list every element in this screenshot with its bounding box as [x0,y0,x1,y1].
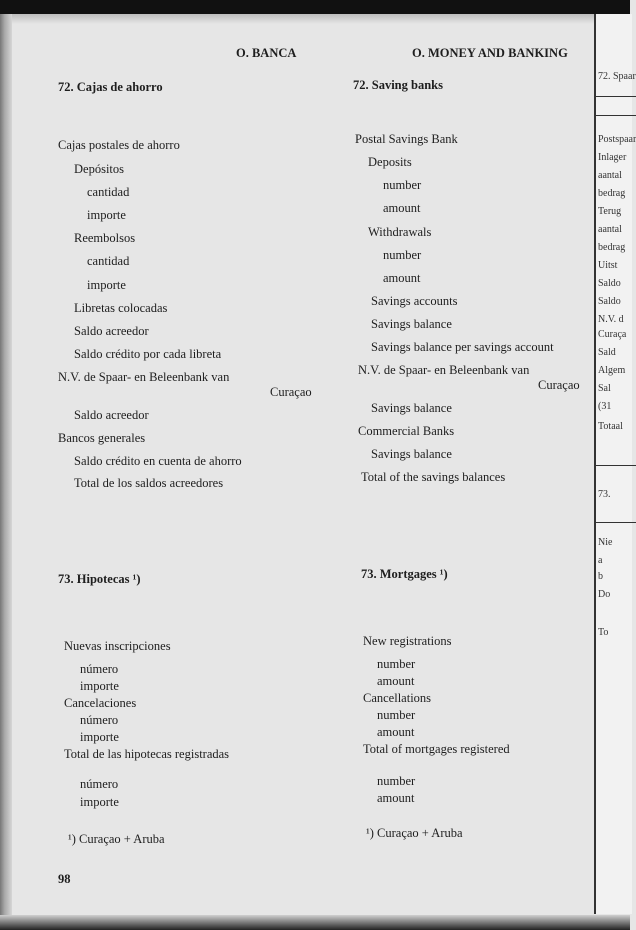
row-label-en: N.V. de Spaar- en Beleenbank van [358,363,530,377]
section-72-title-en: 72. Saving banks [353,78,443,92]
table-rule [596,465,636,466]
row-label-es: Cajas postales de ahorro [58,138,180,152]
next-page-fragment: aantal [598,170,622,181]
header-left: O. BANCA [236,46,297,60]
row-label-en: Total of mortgages registered [363,742,510,756]
row-label-es: Saldo crédito en cuenta de ahorro [74,454,242,468]
row-label-en: Savings balance [371,317,452,331]
next-page-fragment: b [598,571,603,582]
footnote-es: ¹) Curaçao + Aruba [68,832,165,846]
row-label-en: Deposits [368,155,412,169]
next-page-fragment: bedrag [598,188,626,199]
page-number: 98 [58,872,71,886]
row-label-es: número [80,713,119,727]
next-page-fragment: Do [598,589,611,600]
row-label-en: number [377,657,416,671]
table-rule [596,522,636,523]
next-page-edge [594,14,636,914]
next-page-fragment: bedrag [598,242,626,253]
next-page-fragment: Algem [598,365,626,376]
row-label-es: Total de las hipotecas registradas [64,747,230,761]
row-label-en: number [383,248,422,262]
next-page-fragment: Uitst [598,260,618,271]
header-right: O. MONEY AND BANKING [412,46,568,60]
next-page-fragment: Sald [598,347,616,358]
next-page-fragment: Postspaar [598,134,636,145]
row-label-en: amount [383,201,421,215]
row-label-es: importe [80,795,119,809]
row-label-en: Postal Savings Bank [355,132,458,146]
next-page-fragment: To [598,627,609,638]
footnote-en: ¹) Curaçao + Aruba [366,826,463,840]
next-page-fragment: Saldo [598,296,621,307]
row-label-es: importe [80,730,119,744]
next-page-fragment: Sal [598,383,611,394]
table-rule [596,96,636,97]
next-page-fragment: 72. Spaar [598,71,636,82]
next-page-fragment: Nie [598,537,613,548]
row-label-es: Nuevas inscripciones [64,639,171,653]
next-page-fragment: Saldo [598,278,621,289]
scan-top-edge [0,0,630,14]
row-label-es: Saldo crédito por cada libreta [74,347,222,361]
row-label-en: Withdrawals [368,225,432,239]
row-label-en: number [377,774,416,788]
row-label-en: Savings balance [371,447,452,461]
next-page-fragment: 73. [598,489,611,500]
next-page-fragment: Terug [598,206,622,217]
row-label-en: number [377,708,416,722]
next-page-fragment: Curaça [598,329,627,340]
row-label-en: amount [383,271,421,285]
row-label-es: Saldo acreedor [74,408,149,422]
next-page-fragment: a [598,555,603,566]
row-label-es: Cancelaciones [64,696,137,710]
row-label-es: Total de los saldos acreedores [74,476,224,490]
row-label-en: Commercial Banks [358,424,455,438]
next-page-fragment: Inlager [598,152,627,163]
row-label-es: importe [80,679,119,693]
row-label-es: N.V. de Spaar- en Beleenbank van [58,370,230,384]
row-label-es: Depósitos [74,162,124,176]
next-page-fragment: N.V. d [598,314,624,325]
row-label-es: cantidad [87,254,130,268]
row-label-en: number [383,178,422,192]
row-label-es: Libretas colocadas [74,301,168,315]
row-label-es: cantidad [87,185,130,199]
row-label-en: Savings balance per savings account [371,340,554,354]
next-page-fragment: Totaal [598,421,623,432]
section-72-title-es: 72. Cajas de ahorro [58,80,163,94]
page-shadow [0,14,630,24]
row-label-en: Savings balance [371,401,452,415]
row-label-en: amount [377,674,415,688]
row-label-en: amount [377,725,415,739]
row-label-es: importe [87,208,126,222]
row-label-en: Cancellations [363,691,432,705]
row-label-en: New registrations [363,634,452,648]
scan-bottom-edge [0,915,630,930]
row-label-es: importe [87,278,126,292]
row-label-en: Savings accounts [371,294,458,308]
table-rule [596,115,636,116]
row-label-es: número [80,777,119,791]
row-label-es: Saldo acreedor [74,324,149,338]
next-page-fragment: aantal [598,224,622,235]
book-spine-edge [0,14,12,930]
section-73-title-es: 73. Hipotecas ¹) [58,572,141,586]
row-label-en: Total of the savings balances [361,470,506,484]
next-page-fragment: (31 [598,401,612,412]
row-label-es: Reembolsos [74,231,136,245]
section-73-title-en: 73. Mortgages ¹) [361,567,448,581]
row-label-es: Bancos generales [58,431,146,445]
row-label-en: Curaçao [538,378,580,392]
row-label-es: Curaçao [270,385,312,399]
row-label-es: número [80,662,119,676]
row-label-en: amount [377,791,415,805]
